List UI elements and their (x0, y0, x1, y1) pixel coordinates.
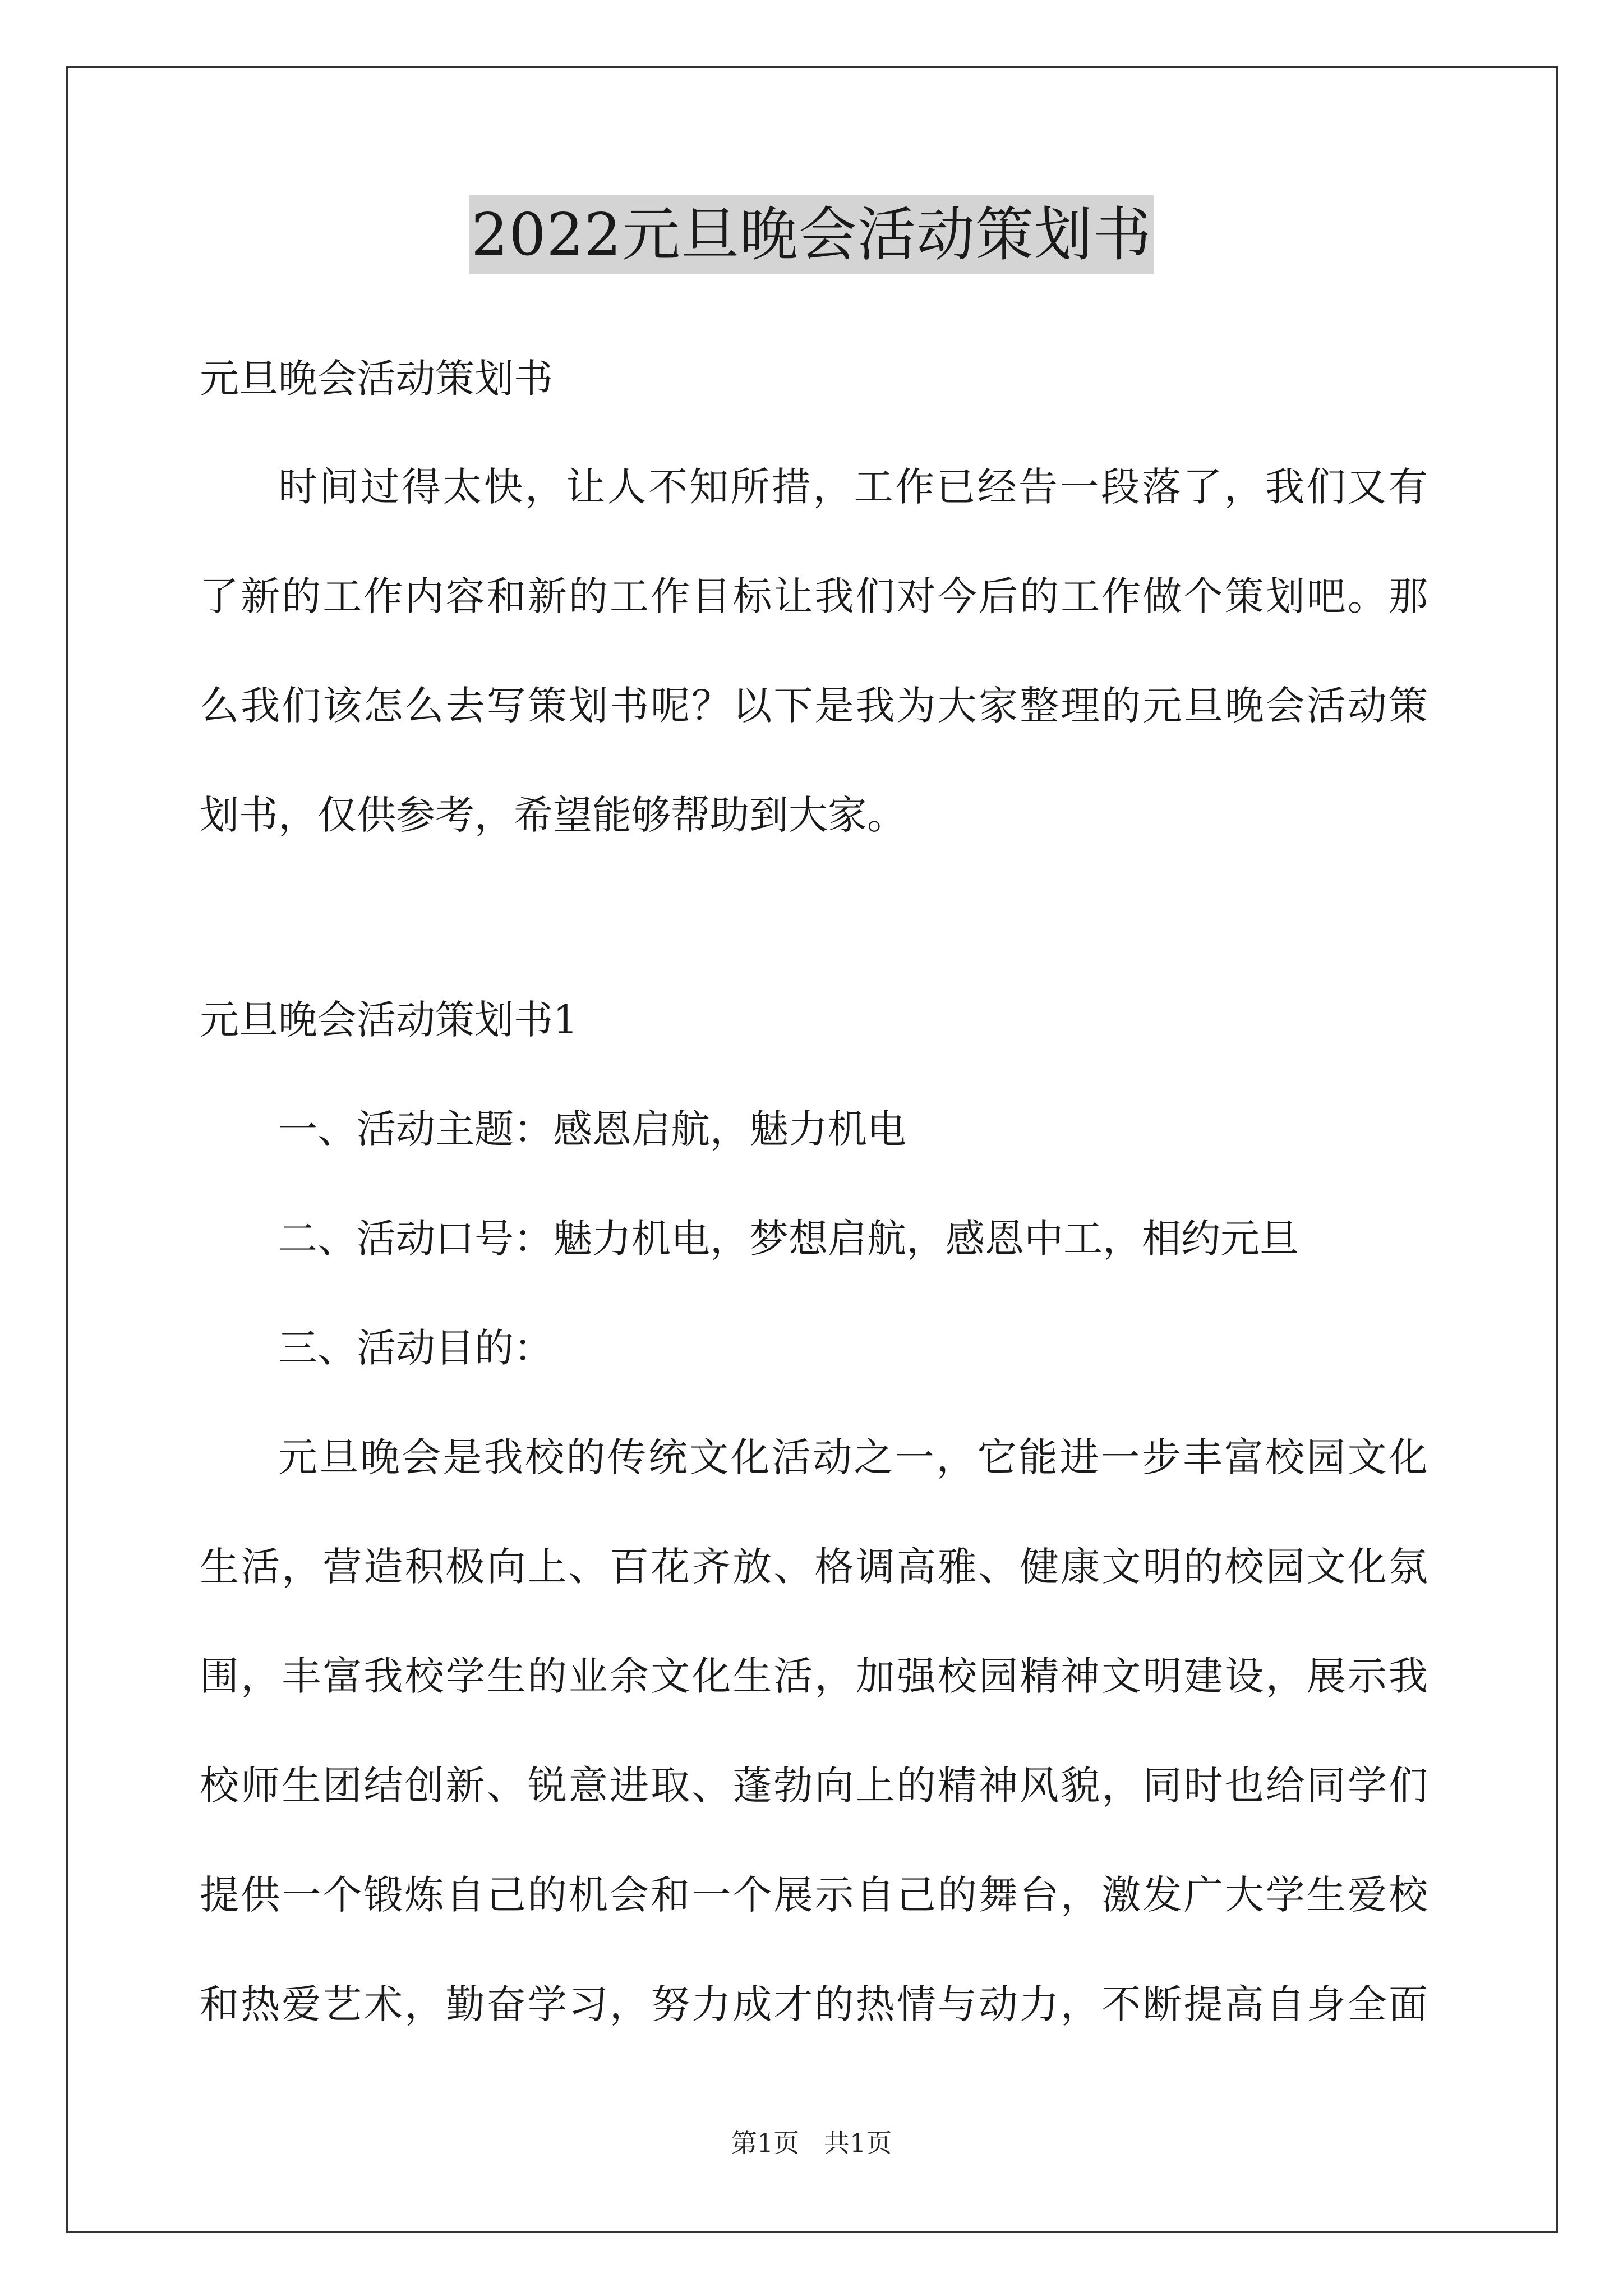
intro-line-3: 么我们该怎么去写策划书呢？以下是我为大家整理的元旦晚会活动策 (200, 683, 1428, 729)
page-number-total: 共1页 (824, 2128, 892, 2158)
activity-slogan: 二、活动口号：魅力机电，梦想启航，感恩中工，相约元旦 (278, 1216, 1299, 1262)
title-container (0, 195, 1623, 274)
intro-line-4: 划书，仅供参考，希望能够帮助到大家。 (200, 792, 906, 838)
purpose-line-6: 和热爱艺术，勤奋学习，努力成才的热情与动力，不断提高自身全面 (200, 1981, 1428, 2027)
purpose-line-4: 校师生团结创新、锐意进取、蓬勃向上的精神风貌，同时也给同学们 (200, 1763, 1428, 1809)
subtitle: 元旦晚会活动策划书 (200, 356, 553, 402)
purpose-line-3: 围，丰富我校学生的业余文化生活，加强校园精神文明建设，展示我 (200, 1653, 1428, 1699)
intro-line-2: 了新的工作内容和新的工作目标让我们对今后的工作做个策划吧。那 (200, 573, 1428, 619)
page-number-current: 第1页 (731, 2128, 799, 2158)
intro-line-1: 时间过得太快，让人不知所措，工作已经告一段落了，我们又有 (278, 464, 1428, 510)
purpose-line-5: 提供一个锻炼自己的机会和一个展示自己的舞台，激发广大学生爱校 (200, 1872, 1428, 1918)
activity-purpose-heading: 三、活动目的： (278, 1325, 553, 1371)
activity-theme: 一、活动主题：感恩启航，魅力机电 (278, 1106, 906, 1152)
page-footer (0, 2126, 1623, 2160)
purpose-line-1: 元旦晚会是我校的传统文化活动之一，它能进一步丰富校园文化 (278, 1434, 1428, 1480)
section-heading: 元旦晚会活动策划书1 (200, 997, 578, 1043)
purpose-line-2: 生活，营造积极向上、百花齐放、格调高雅、健康文明的校园文化氛 (200, 1544, 1428, 1590)
document-title: 2022元旦晚会活动策划书 (469, 195, 1154, 274)
